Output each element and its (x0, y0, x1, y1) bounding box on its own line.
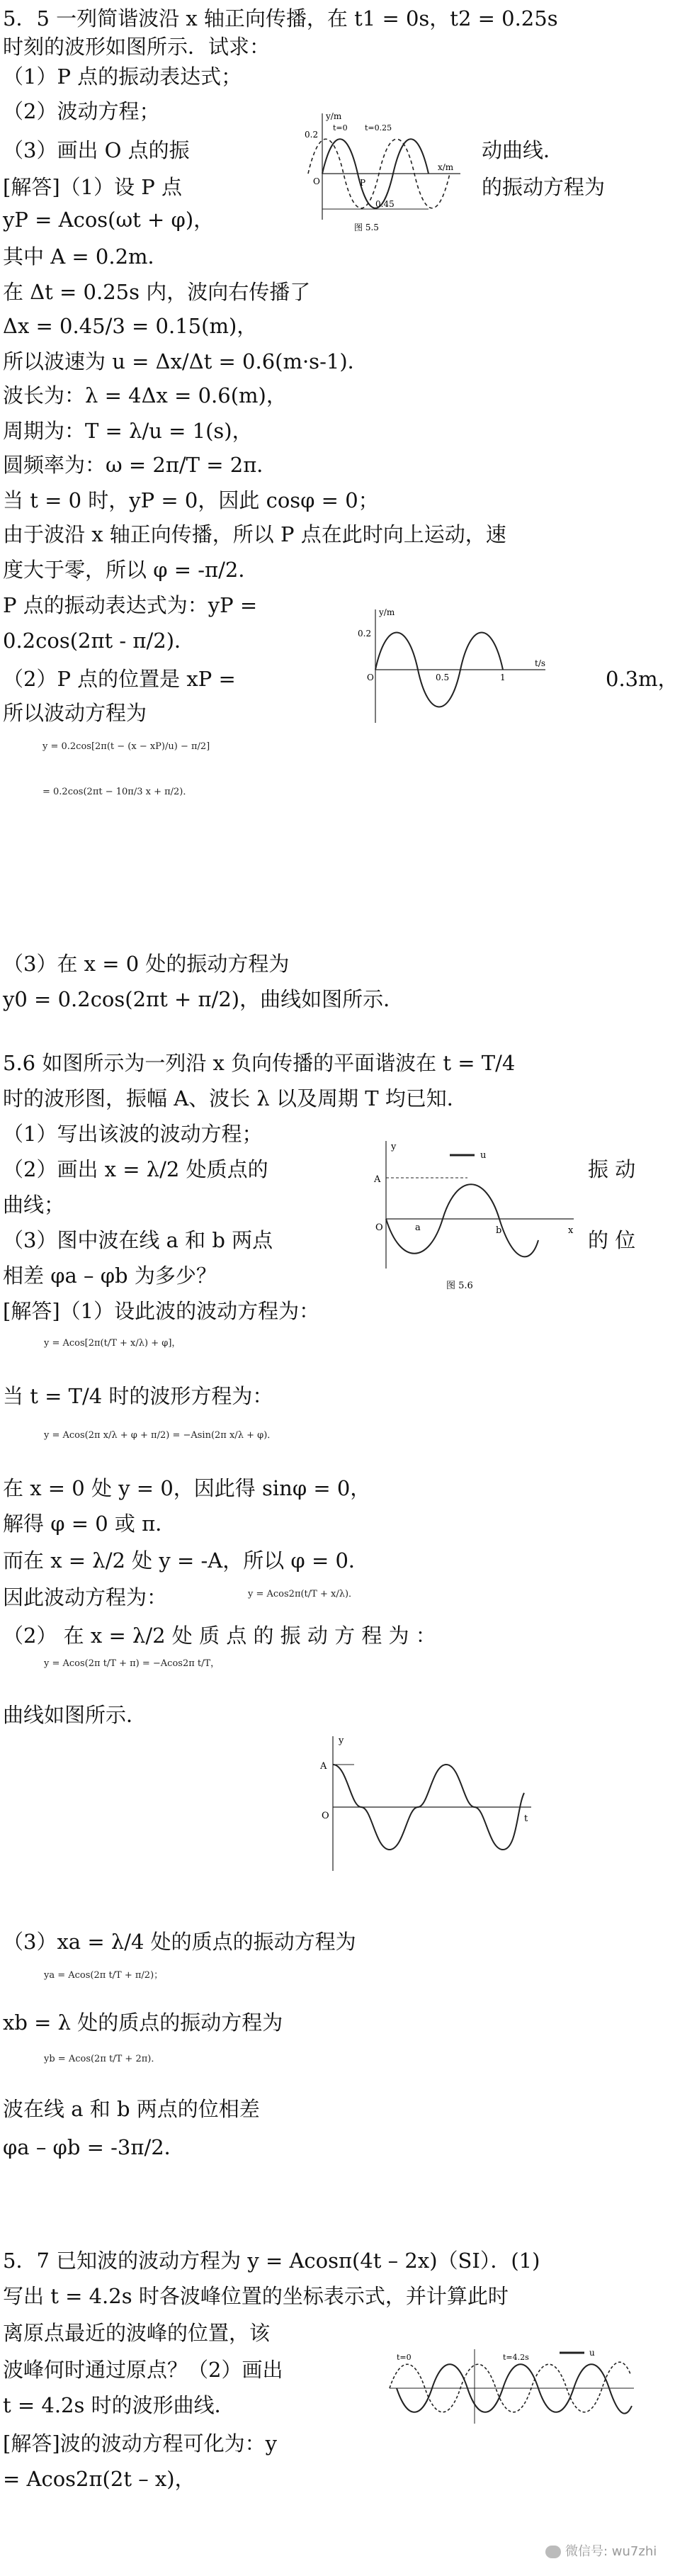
fig55-P: P (360, 178, 366, 188)
p55-line5a: （3）画出 O 点的振 (3, 138, 190, 162)
fig55-amp: 0.2 (305, 130, 319, 140)
figure-5-6 (368, 1134, 581, 1297)
p56-line10: 在 x = 0 处 y = 0，因此得 sinφ = 0， (3, 1476, 371, 1500)
fig55b-ylabel: y/m (379, 607, 395, 617)
wave-curve (386, 1184, 538, 1256)
p55-formula1: y = 0.2cos[2π(t − (x − xP)/u) − π/2] (42, 741, 210, 752)
fig57-t0: t=0 (397, 2353, 412, 2362)
fig55-t1: t=0.25 (365, 123, 392, 133)
fig55b-origin: O (367, 673, 374, 682)
p55-line20a: （2）P 点的位置是 xP = (3, 667, 236, 691)
p55-line1: 5．5 一列简谐波沿 x 轴正向传播，在 t1 = 0s，t2 = 0.25s (3, 6, 558, 30)
p56-line19: φa – φb = -3π/2． (3, 2135, 185, 2159)
p55-line10: Δx = 0.45/3 = 0.15(m)， (3, 314, 258, 338)
fig56b-y: y (339, 1736, 344, 1746)
p56-formula4: y = Acos(2π t/T + π) = −Acos2π t/T， (44, 1658, 220, 1669)
wave-t0 (390, 2362, 630, 2412)
p57-line6: [解答]波的波动方程可化为：y (3, 2431, 278, 2456)
fig56-x: x (568, 1225, 574, 1236)
p55-line5b: 动曲线． (482, 138, 565, 162)
p55-line16: 由于波沿 x 轴正向传播，所以 P 点在此时向上运动，速 (3, 522, 506, 546)
fig56-b: b (496, 1225, 502, 1236)
p55-line22: （3）在 x = 0 处的振动方程为 (3, 952, 290, 976)
p56-line5: 曲线； (3, 1193, 65, 1217)
p55-line11: 所以波速为 u = Δx/Δt = 0.6(m·s-1)． (3, 349, 368, 373)
fig56-y: y (391, 1142, 397, 1152)
p57-line5: t = 4.2s 时的波形曲线． (3, 2393, 235, 2417)
p56-line6a: （3）图中波在线 a 和 b 两点 (3, 1228, 273, 1252)
p55-line19: 0.2cos(2πt - π/2)． (3, 629, 195, 653)
p56-line16: （3）xa = λ/4 处的质点的振动方程为 (3, 1930, 356, 1954)
fig55-dist: 0.45 (375, 199, 395, 209)
p56-line2: 时的波形图，振幅 A、波长 λ 以及周期 T 均已知． (3, 1086, 467, 1110)
p57-line7: = Acos2π(2t – x)， (3, 2467, 195, 2491)
p55-line3: （1）P 点的振动表达式； (3, 64, 242, 89)
fig56b-O: O (322, 1811, 329, 1821)
wave-t42 (397, 2364, 632, 2413)
wechat-icon (545, 2546, 561, 2558)
fig56-u: u (480, 1150, 487, 1161)
p56-line15: 曲线如图所示． (3, 1703, 147, 1727)
p55-line17: 度大于零，所以 φ = -π/2． (3, 558, 259, 582)
p55-line4: （2）波动方程； (3, 99, 160, 123)
p56-line12: 而在 x = λ/2 处 y = -A，所以 φ = 0． (3, 1548, 369, 1573)
p56-line11: 解得 φ = 0 或 π． (3, 1512, 176, 1536)
p55-line2: 时刻的波形如图所示．试求： (3, 35, 271, 59)
p55-line14: 圆频率为：ω = 2π/T = 2π． (3, 453, 278, 477)
fig55-ylabel: y/m (326, 111, 342, 121)
p57-line4: 波峰何时通过原点？（2）画出 (3, 2358, 283, 2382)
fig55b-amp: 0.2 (358, 629, 372, 639)
p56-line6b: 的 位 (588, 1228, 636, 1252)
figure-5-6-vibration (312, 1729, 538, 1885)
p56-formula3: y = Acos2π(t/T + x/λ)． (248, 1589, 358, 1599)
p56-line4a: （2）画出 x = λ/2 处质点的 (3, 1157, 268, 1181)
p55-line7: yP = Acos(ωt + φ)， (3, 208, 215, 232)
fig55-origin: O (313, 176, 320, 186)
fig56-A: A (374, 1174, 381, 1185)
p56-line9: 当 t = T/4 时的波形方程为： (3, 1384, 273, 1408)
fig55-caption: 图 5.5 (354, 223, 379, 232)
p57-line2: 写出 t = 4.2s 时各波峰位置的坐标表示式，并计算此时 (3, 2284, 509, 2308)
fig55-xlabel: x/m (438, 162, 454, 172)
p56-line4b: 振 动 (588, 1157, 636, 1181)
fig55b-tlabel: t/s (535, 658, 546, 668)
p57-line1: 5．7 已知波的波动方程为 y = Acosπ(4t – 2x)（SI）．(1) (3, 2249, 540, 2273)
p55-line6b: 的振动方程为 (482, 175, 606, 199)
p56-formula5: ya = Acos(2π t/T + π/2)； (44, 1970, 164, 1981)
p55-line15: 当 t = 0 时，yP = 0，因此 cosφ = 0； (3, 488, 379, 512)
p56-line7: 相差 φa – φb 为多少？ (3, 1264, 217, 1288)
p55-line6a: [解答]（1）设 P 点 (3, 175, 183, 199)
p57-line3: 离原点最近的波峰的位置，该 (3, 2321, 271, 2345)
fig55b-t05: 0.5 (436, 673, 450, 682)
watermark-text: 微信号: wu7zhi (565, 2544, 657, 2559)
p56-formula6: yb = Acos(2π t/T + 2π)． (44, 2054, 161, 2064)
fig55-t0: t=0 (333, 123, 348, 133)
p55-line9: 在 Δt = 0.25s 内，波向右传播了 (3, 280, 311, 304)
p55-line23: y0 = 0.2cos(2πt + π/2)，曲线如图所示． (3, 987, 404, 1011)
figure-5-7 (382, 2339, 637, 2431)
p56-line17: xb = λ 处的质点的振动方程为 (3, 2010, 283, 2035)
fig56-caption: 图 5.6 (446, 1281, 473, 1291)
p56-line1: 5.6 如图所示为一列沿 x 负向传播的平面谐波在 t = T/4 (3, 1051, 516, 1075)
fig57-u: u (589, 2348, 595, 2358)
figure-5-5 (290, 106, 467, 234)
p55-line8: 其中 A = 0.2m． (3, 244, 169, 269)
p55-line18: P 点的振动表达式为：yP = (3, 593, 258, 617)
fig56-a: a (415, 1222, 421, 1233)
fig55b-t1: 1 (500, 673, 506, 682)
p55-line20b: 0.3m， (606, 667, 679, 691)
p56-formula1: y = Acos[2π(t/T + x/λ) + φ]， (44, 1338, 181, 1349)
p56-formula2: y = Acos(2π x/λ + φ + π/2) = −Asin(2π x/λ + φ)． (44, 1430, 277, 1441)
fig56b-t: t (524, 1813, 528, 1824)
p56-line13: 因此波动方程为： (3, 1585, 168, 1609)
p56-line8: [解答]（1）设此波的波动方程为： (3, 1299, 320, 1323)
p56-line18: 波在线 a 和 b 两点的位相差 (3, 2097, 260, 2121)
fig57-t1: t=4.2s (503, 2353, 529, 2362)
fig56-O: O (375, 1222, 383, 1233)
p55-line21: 所以波动方程为 (3, 701, 147, 725)
p55-line13: 周期为：T = λ/u = 1(s)， (3, 419, 253, 443)
figure-5-5-vibration (354, 602, 552, 737)
p56-line14: （2） 在 x = λ/2 处 质 点 的 振 动 方 程 为 ： (3, 1624, 436, 1648)
p56-line3: （1）写出该波的波动方程； (3, 1122, 263, 1146)
p55-formula2: = 0.2cos(2πt − 10π/3 x + π/2)． (42, 787, 193, 797)
fig56b-A: A (320, 1761, 327, 1772)
p55-line12: 波长为：λ = 4Δx = 0.6(m)， (3, 383, 287, 407)
watermark (545, 2541, 657, 2560)
